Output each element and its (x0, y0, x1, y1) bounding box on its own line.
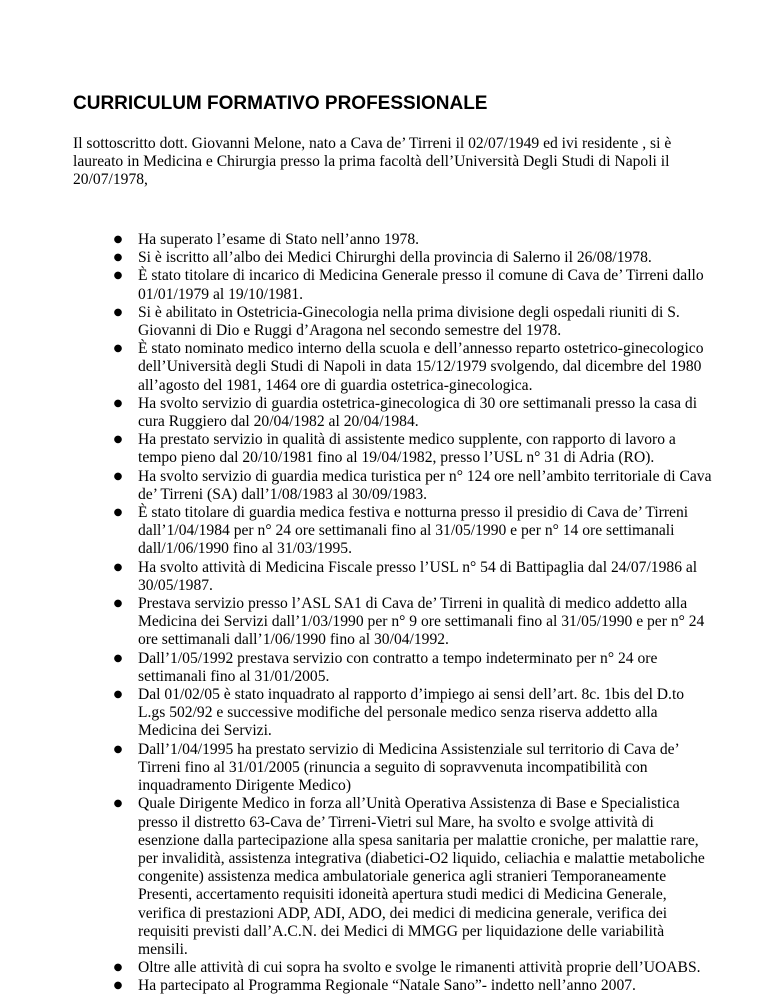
list-item (73, 468, 713, 504)
list-item-text: Dall’1/04/1995 ha prestato servizio di Medicina Assistenziale sul territorio di Cava de’ Tirreni fino al 31/01/2005 (rinuncia a seguito di sopravvenuta incompatibilità con inquadramento Dirigente Medico) (138, 740, 679, 795)
list-item-text: Si è iscritto all’albo dei Medici Chirurghi della provincia di Salerno il 26/08/1978. (138, 249, 652, 267)
list-item-text: Ha svolto attività di Medicina Fiscale presso l’USL n° 54 di Battipaglia dal 24/07/1986 al 30/05/1987. (138, 558, 698, 594)
list-item-text: Quale Dirigente Medico in forza all’Unità Operativa Assistenza di Base e Specialistica presso il distretto 63-Cava de’ Tirreni-Vietri sul Mare, ha svolto e svolge attività di esenzione dalla partecipazione alla spesa sanitaria per malattie croniche, per malattie rare, per invalidità, assistenza integrativa (diabetici-O2 liquido, celiachia e malattie metaboliche congenite) assistenza medica ambulatoriale generica agli stranieri Temporaneamente Presenti, accertamento requisiti idoneità apertura studi medici di Medicina Generale, verifica di prestazioni ADP, ADI, ADO, dei medici di medicina generale, verifica dei requisiti previsti dall’A.C.N. dei Medici di MMGG per liquidazione delle variabilità mensili. (138, 795, 705, 958)
list-item (73, 267, 713, 303)
list-item-text: È stato titolare di guardia medica festiva e notturna presso il presidio di Cava de’ Tirreni dall’1/04/1984 per n° 24 ore settimanali fino al 31/05/1990 e per n° 14 ore settimanali dall/1/06/1990 fino al 31/03/1995. (138, 504, 689, 558)
bullet-icon: ● (113, 652, 123, 664)
list-item (73, 395, 713, 431)
list-item (73, 595, 713, 650)
list-item-text: Ha svolto servizio di guardia ostetrica-ginecologica di 30 ore settimanali presso la casa di cura Ruggiero dal 20/04/1982 al 20/04/1984. (138, 394, 698, 431)
list-item (73, 249, 713, 267)
list-item-text: È stato nominato medico interno della scuola e dell’annesso reparto ostetrico-ginecologico dell’Università degli Studi di Napoli in data 15/12/1979 svolgendo, dal dicembre del 1980 all’agosto del 1981, 1464 ore di guardia ostetrica-ginecologica. (138, 340, 704, 394)
bullet-icon: ● (113, 306, 123, 318)
bullet-icon: ● (113, 434, 123, 446)
bullet-icon: ● (113, 689, 123, 701)
list-item-text: Dall’1/05/1992 prestava servizio con contratto a tempo indeterminato per n° 24 ore settimanali fino al 31/01/2005. (138, 649, 658, 685)
bullet-icon: ● (113, 561, 123, 573)
list-item-text: Ha svolto servizio di guardia medica turistica per n° 124 ore nell’ambito territoriale di Cava de’ Tirreni (SA) dall’1/08/1983 al 30/09/1983. (138, 467, 712, 503)
list-item-text: È stato titolare di incarico di Medicina Generale presso il comune di Cava de’ Tirreni dallo 01/01/1979 al 19/10/1981. (138, 267, 704, 303)
bullet-icon: ● (113, 743, 123, 755)
list-item (73, 650, 713, 686)
bullet-icon: ● (113, 507, 123, 519)
bullet-icon: ● (113, 598, 123, 610)
career-list (73, 231, 713, 996)
list-item (73, 504, 713, 559)
list-item (73, 559, 713, 595)
list-item (73, 340, 713, 395)
bullet-icon: ● (113, 397, 123, 409)
bullet-icon: ● (113, 343, 123, 355)
list-item-text: Prestava servizio presso l’ASL SA1 di Cava de’ Tirreni in qualità di medico addetto alla Medicina dei Servizi dall’1/03/1990 per n° 9 ore settimanali fino al 31/05/1990 e per n° 24 ore settimanali dall’1/06/1990 fino al 30/04/1992. (138, 595, 705, 649)
list-item-text: Ha partecipato al Programma Regionale “Natale Sano”- indetto nell’anno 2007. (138, 977, 636, 995)
document-title: CURRICULUM FORMATIVO PROFESSIONALE (73, 93, 488, 114)
list-item (73, 795, 713, 959)
list-item-text: Oltre alle attività di cui sopra ha svolto e svolge le rimanenti attività proprie dell’UOABS. (138, 959, 701, 977)
list-item (73, 231, 713, 249)
list-item-text: Dal 01/02/05 è stato inquadrato al rapporto d’impiego ai sensi dell’art. 8c. 1bis del D.to L.gs 502/92 e successive modifiche del personale medico senza riserva addetto alla Medicina dei Servizi. (138, 686, 685, 740)
bullet-icon: ● (113, 798, 123, 810)
bullet-icon: ● (113, 962, 123, 974)
list-item (73, 304, 713, 340)
bullet-icon: ● (113, 980, 123, 992)
list-item (73, 959, 713, 977)
list-item (73, 686, 713, 741)
list-item (73, 977, 713, 995)
bullet-icon: ● (113, 252, 123, 264)
bullet-icon: ● (113, 234, 123, 245)
bullet-icon: ● (113, 270, 123, 282)
list-item-text: Ha prestato servizio in qualità di assistente medico supplente, con rapporto di lavoro a tempo pieno dal 20/10/1981 fino al 19/04/1982, presso l’USL n° 31 di Adria (RO). (138, 431, 676, 467)
bullet-icon: ● (113, 470, 123, 482)
intro-paragraph: Il sottoscritto dott. Giovanni Melone, nato a Cava de’ Tirreni il 02/07/1949 ed ivi residente , si è laureato in Medicina e Chirurgia presso la prima facoltà dell’Università Degli Studi di Napoli il 20/07/1978, (73, 135, 672, 189)
list-item (73, 741, 713, 796)
list-item-text: Ha superato l’esame di Stato nell’anno 1978. (138, 231, 420, 248)
list-item (73, 431, 713, 467)
list-item-text: Si è abilitato in Ostetricia-Ginecologia nella prima divisione degli ospedali riuniti di S. Giovanni di Dio e Ruggi d’Aragona nel secondo semestre del 1978. (138, 303, 680, 340)
